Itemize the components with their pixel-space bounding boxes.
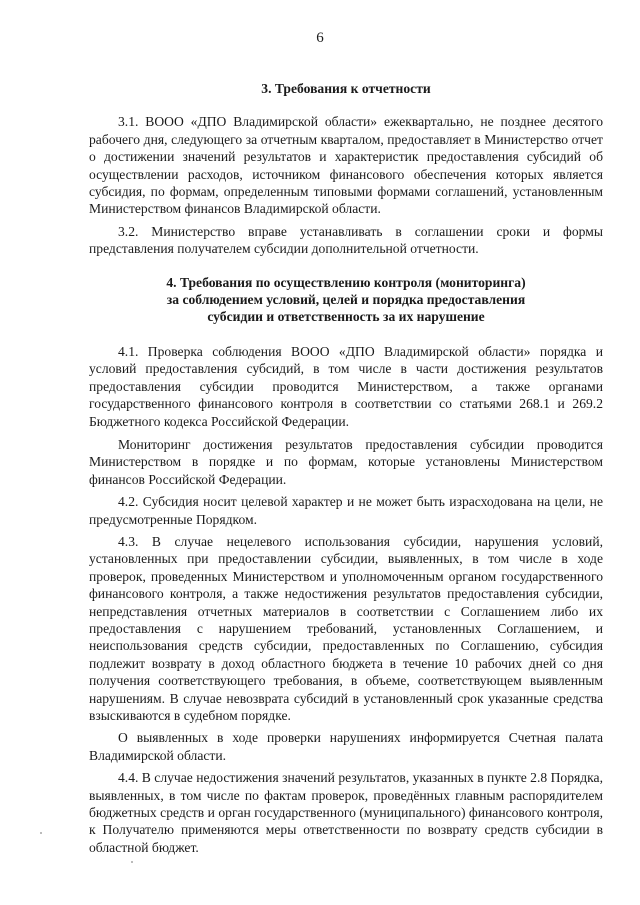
section-4-title (89, 274, 603, 326)
paragraph-3-1: 3.1. ВООО «ДПО Владимирской области» ежеквартально, не позднее десятого рабочего дня, следующего за отчетным кварталом, предоставляет в Министерство отчет о достижении значений результатов и характеристик предоставления субсидий об осуществлении расходов, источником финансового обеспечения которых является субсидия, по формам, определенным типовыми формами соглашений, установленным Министерством финансов Владимирской области. (89, 114, 603, 217)
paragraph-4-1: 4.1. Проверка соблюдения ВООО «ДПО Владимирской области» порядка и условий предоставления субсидий, в том числе в части достижения результатов предоставления субсидии проводится Министерством, а также органами государственного финансового контроля в соответствии со статьями 268.1 и 269.2 Бюджетного кодекса Российской Федерации. (89, 343, 603, 429)
scan-speck (40, 832, 42, 834)
paragraph-monitoring: Мониторинг достижения результатов предоставления субсидии проводится Министерством в порядке и по формам, которые установлены Министерством финансов Российской Федерации. (89, 436, 603, 487)
section-4-title-line-3: субсидии и ответственность за их нарушение (207, 309, 485, 325)
section-4-title-line-2: за соблюдением условий, целей и порядка предоставления (166, 292, 526, 308)
section-4-title-line-1: 4. Требования по осуществлению контроля (мониторинга) (166, 274, 526, 290)
scan-speck (131, 861, 133, 863)
page-number: 6 (316, 30, 324, 46)
paragraph-4-4: 4.4. В случае недостижения значений результатов, указанных в пункте 2.8 Порядка, выявленных, в том числе по фактам проверок, проведённых главным распорядителем бюджетных средств и орган государственного (муниципального) финансового контроля, к Получателю применяются меры ответственности по возврату средств субсидии в областной бюджет. (89, 770, 603, 855)
paragraph-4-3: 4.3. В случае нецелевого использования субсидии, нарушения условий, установленных при предоставлении субсидии, выявленных, в том числе в ходе проверок, проведенных Министерством и уполномоченным органом государственного финансового контроля, а также недостижения результатов предоставления субсидии, непредставления отчетных материалов в соответствии с Соглашением либо их предоставления с нарушением требований, установленных Соглашением, и неиспользования средств субсидии, предоставленных по Соглашению, субсидия подлежит возврату в доход областного бюджета в течение 10 рабочих дней со дня получения соответствующего требования, в объеме, соответствующем выявленным нарушениям. В случае невозврата субсидий в установленный срок указанные средства взыскиваются в судебном порядке. (89, 533, 603, 723)
paragraph-4-2: 4.2. Субсидия носит целевой характер и не может быть израсходована на цели, не предусмотренные Порядком. (89, 494, 603, 527)
section-3-title: 3. Требования к отчетности (261, 81, 431, 96)
paragraph-3-2: 3.2. Министерство вправе устанавливать в соглашении сроки и формы представления получателем субсидии дополнительной отчетности. (89, 223, 603, 257)
document-body (89, 80, 603, 861)
paragraph-audit-chamber: О выявленных в ходе проверки нарушениях информируется Счетная палата Владимирской области. (89, 730, 603, 763)
